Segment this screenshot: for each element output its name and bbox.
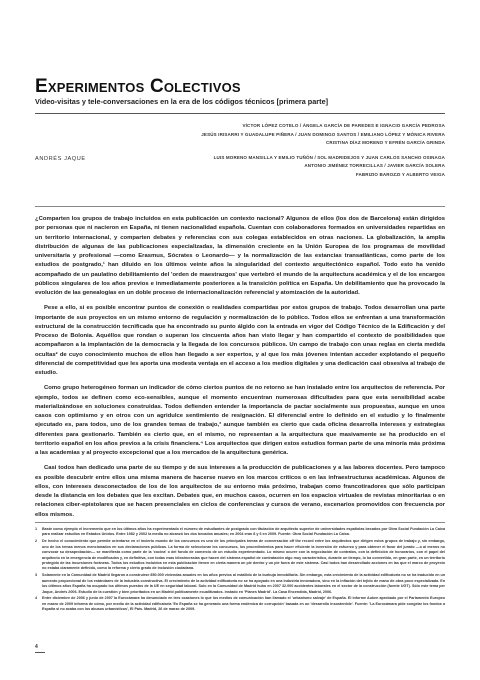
contributor-line: FABRIZIO BAROZZI Y ALBERTO VEIGA — [355, 171, 445, 177]
body-paragraph: Pese a ello, si es posible encontrar puntos de conexión o realidades compartidas por estos grupos de trabajo. Todos desarrollan una parte importante de sus proyectos en un mismo entorno de regulación y normalización de lo público. Todos ellos se enfrentan a una transformación estructural de la construcción tecnificada que ha encontrado su punto álgido con la entrada en vigor del Código Técnico de la Edificación y del Proceso de Bolonia. Aquéllos que rondan o superan los cincuenta años han visto llegar y han compartido el contexto de posibilidades que acompañaron a la implantación de la democracia y la llegada de los concursos públicos. Un campo de trabajo con unas reglas en cierta medida ocultas² de cuyo conocimiento muchos de ellos han llegado a ser expertos, y al que los más jóvenes intentan acceder explotando el pequeño diferencial de competitividad que les aporta una modesta ventaja en el acceso a los medios digitales y una dedicación casi obsesiva al trabajo de estudio. — [35, 305, 445, 377]
body-paragraph: Como grupo heterogéneo forman un indicador de cómo ciertos puntos de no retorno se han instalado entre los arquitectos de referencia. Por ejemplo, todos se definen como eco-sensibles, aunque el momento encuentran numerosas dificultades para que esta sensibilidad acabe materializándose en soluciones construidas. Todos defienden entender la importancia de pactar socialmente sus propuestas, aunque en unos casos con optimismo y en otros con un agridulce sentimiento de resignación. El diferencial entre lo definido en el estudio y lo finalmente ejecutado es, para todos, uno de los grandes temas de trabajo,³ aunque también es cierto que cada oficina desarrolla intereses y estrategias diferentes para gestionarlo. También es cierto que, en el mismo, no representan a la arquitectura que masivamente se ha producido en el territorio español en los años previos a la crisis financiera.⁴ Los arquitectos que dirigen estos estudios forman parte de una minoría más próxima a las academias y al proyecto excepcional que a los mercados de la arquitectura genérica. — [35, 385, 445, 457]
contributor-line: LUIS MORENO MANSILLA Y EMILIO TUÑÓN / SOL MADRIDEJOS Y JUAN CARLOS SANCHO OSINAGA — [213, 154, 445, 160]
contributor-line: VÍCTOR LÓPEZ COTELO / ÁNGELA GARCÍA DE PAREDES E IGNACIO GARCÍA PEDROSA — [242, 123, 445, 128]
section-divider — [35, 206, 445, 207]
article-subtitle: Video-visitas y tele-conversaciones en la era de los códigos técnicos [primera parte] — [35, 97, 329, 106]
footnote — [35, 527, 445, 538]
footnote-text: De hecho el conocimiento que permite orientarse en el incierto mundo de los concursos es uno de los principales temas de conversación off the record entre los arquitectos que dirigen estos grupos de trabajo y, sin embargo, uno de los temas menos mencionados en sus declaraciones públicas. La forma de seleccionar los concursos, los procedimientos para hacer eficiente la inversión de esfuerzo y para obtener el favor del jurado —o al menos no convocar su desaprobación— se manifiesta como parte de la 'cocina' o del fondo de comercio de un estudio experimentado. Lo mismo ocurre con la negociación de contratos, con la definición de honorarios, con el papel del arquitecto en la emergencia de modificados y, en definitiva, con todas esas idiosincrasias que hacen del sistema español de contratación algo muy característico, durante un tiempo, lo ha convertido, en gran parte, en un territorio protegido de las incursiones foráneas. Todos los estudios incluidos en esta publicación tienen en cierta manera un pie dentro y un pie fuera de este sistema. Casi todos han desarrollado acciones en las que el marco de proyecto no estaba claramente definido, como la reforma y cierto grado de inclusión ciudadana. — [42, 539, 445, 571]
footnotes — [35, 527, 445, 614]
contributors-list — [115, 122, 445, 180]
page-number-rule — [35, 652, 45, 653]
contributor-line: ANTONIO JIMÉNEZ TORRECILLAS / JAVIER GARCÍA SOLERA — [304, 163, 445, 169]
article-body — [35, 215, 445, 526]
footnote — [35, 539, 445, 572]
footnote — [35, 596, 445, 612]
footnote-number: 1 — [35, 527, 38, 531]
footnote-number: 4 — [35, 596, 38, 601]
footnote-number: 3 — [35, 573, 38, 578]
article-author: ANDRÉS JAQUE — [35, 156, 86, 162]
footnote-text: Baste como ejemplo el incremento que en los últimos años ha experimentado el número de estudiantes de postgrado con titulación de arquitecto superior de universidades españolas becados por Obra Social Fundación La Caixa para realizar estudios en Estados Unidos. Entre 1982 y 2002 la media no alcanzó los dos becados anuales; en 2004 eran 8 y 6 en 2009. Fuente: Obra Social Fundación La Caixa. — [42, 527, 445, 537]
title-divider — [35, 113, 445, 114]
contributor-line: CRISTINA DÍAZ MORENO Y EFRÉN GARCÍA GRINDA — [325, 140, 445, 146]
page-number: 4 — [35, 644, 38, 650]
footnote-number: 2 — [35, 539, 38, 544]
body-paragraph: ¿Comparten los grupos de trabajo incluidos en esta publicación un contexto nacional? Algunos de ellos (los dos de Barcelona) están dirigidos por personas que ni nacieron en España, ni tienen nacionalidad española. Cuentan con colaboradores formados en universidades repartidas en un territorio internacional, y comparten debates y referencias con sus colegas establecidos en otras naciones. La globalización, la amplia distribución de algunas de las publicaciones especializadas, la dimensión creciente en la Unión Europea de los programas de movilidad universitaria y profesional —como Erasmus, Sócrates o Leonardo— y la normalización de las estancias transatlánticas, como parte de los estudios de postgrado,¹ han diluido en los últimos veinte años la singularidad del contexto arquitectónico español. Todo esto ha venido acompañado de un paulatino debilitamiento del 'orden de maestrazgos' que vertebró el mundo de la arquitectura académica y el de los encargos públicos singulares de los años previos e inmediatamente posteriores a la transición política en España. Un debilitamiento que ha provocado la evolución de las genealogías en un doble proceso de internacionalización referencial y atomización de la autoridad. — [35, 216, 445, 297]
contributor-line: JESÚS IRISARRI Y GUADALUPE PIÑERA / JUAN DOMINGO SANTOS / EMILIANO LÓPEZ Y MÓNICA RIVERA — [201, 131, 445, 137]
footnote-text: Entre diciembre de 2006 y junio de 2007 la Eurocámara ha denunciado en tres ocasiones lo que los medios de comunicación han llamado el 'urbanismo salvaje' de España. El informe Auken aprobado por el Parlamento Europeo en marzo de 2009 informa de cómo, por medio de la actividad edificatoria 'En España se ha generado una forma endémica de corrupción' basada en un 'desarrollo insostenible'. Fuente: 'La Eurocámara pide congelar los fondos a España si no acaba con los abusos urbanísticos', El País. Madrid, 26 de marzo de 2009. — [42, 596, 445, 612]
footnote-text: Solamente en la Comunidad de Madrid llegaron a construirse 850.000 viviendas anuales en los años previos al estallido de la burbuja inmobiliaria. Sin embargo, esta crecimiento de la actividad edificatoria no se ha traducido en un aumento proporcional de los estándares de la industria constructiva. El crecimiento de la actividad edificatoria no se ha apoyado en una industria innovadora, sino en la inflación del tejido de mano de obra poco especializada. En los últimos años España ha ocupado los últimos puestos de la UE en seguridad laboral. Solo en la Comunidad de Madrid hubo en 2007 32.000 accidentes laborales en el sector de la construcción (fuente UGT). Sólo este tema per Jaque, Andrés 2006. Estudio de la cuestión y bien prioritados en un Madrid políticamente ecualitizados. Instado en 'Planes Madrid'. La Casa Encendida, Madrid, 2006. — [42, 573, 445, 594]
footnotes-divider — [35, 522, 445, 523]
footnote — [35, 573, 445, 595]
article-title: Experimentos Colectivos — [35, 76, 241, 97]
body-paragraph: Casi todos han dedicado una parte de su tiempo y de sus intereses a la producción de publicaciones y a las labores docentes. Pero tampoco es posible descubrir entre ellos una misma manera de hacerse nuevo en los marcos críticos o en las infraestructuras académicas. Algunos de ellos, con intereses desconectados de los de los arquitectos de su entorno más próximo, trabajan como francotiradores que sólo participan desde la distancia en los debates que les excitan. Debates que, en muchos casos, ocurren en los espacios virtuales de revistas minoritarias o en relaciones ciber-epistolares que se hacen presenciales en ciclos de conferencias y cursos de verano, escenarios promovidos con frecuencia por ellos mismos. — [35, 465, 445, 518]
